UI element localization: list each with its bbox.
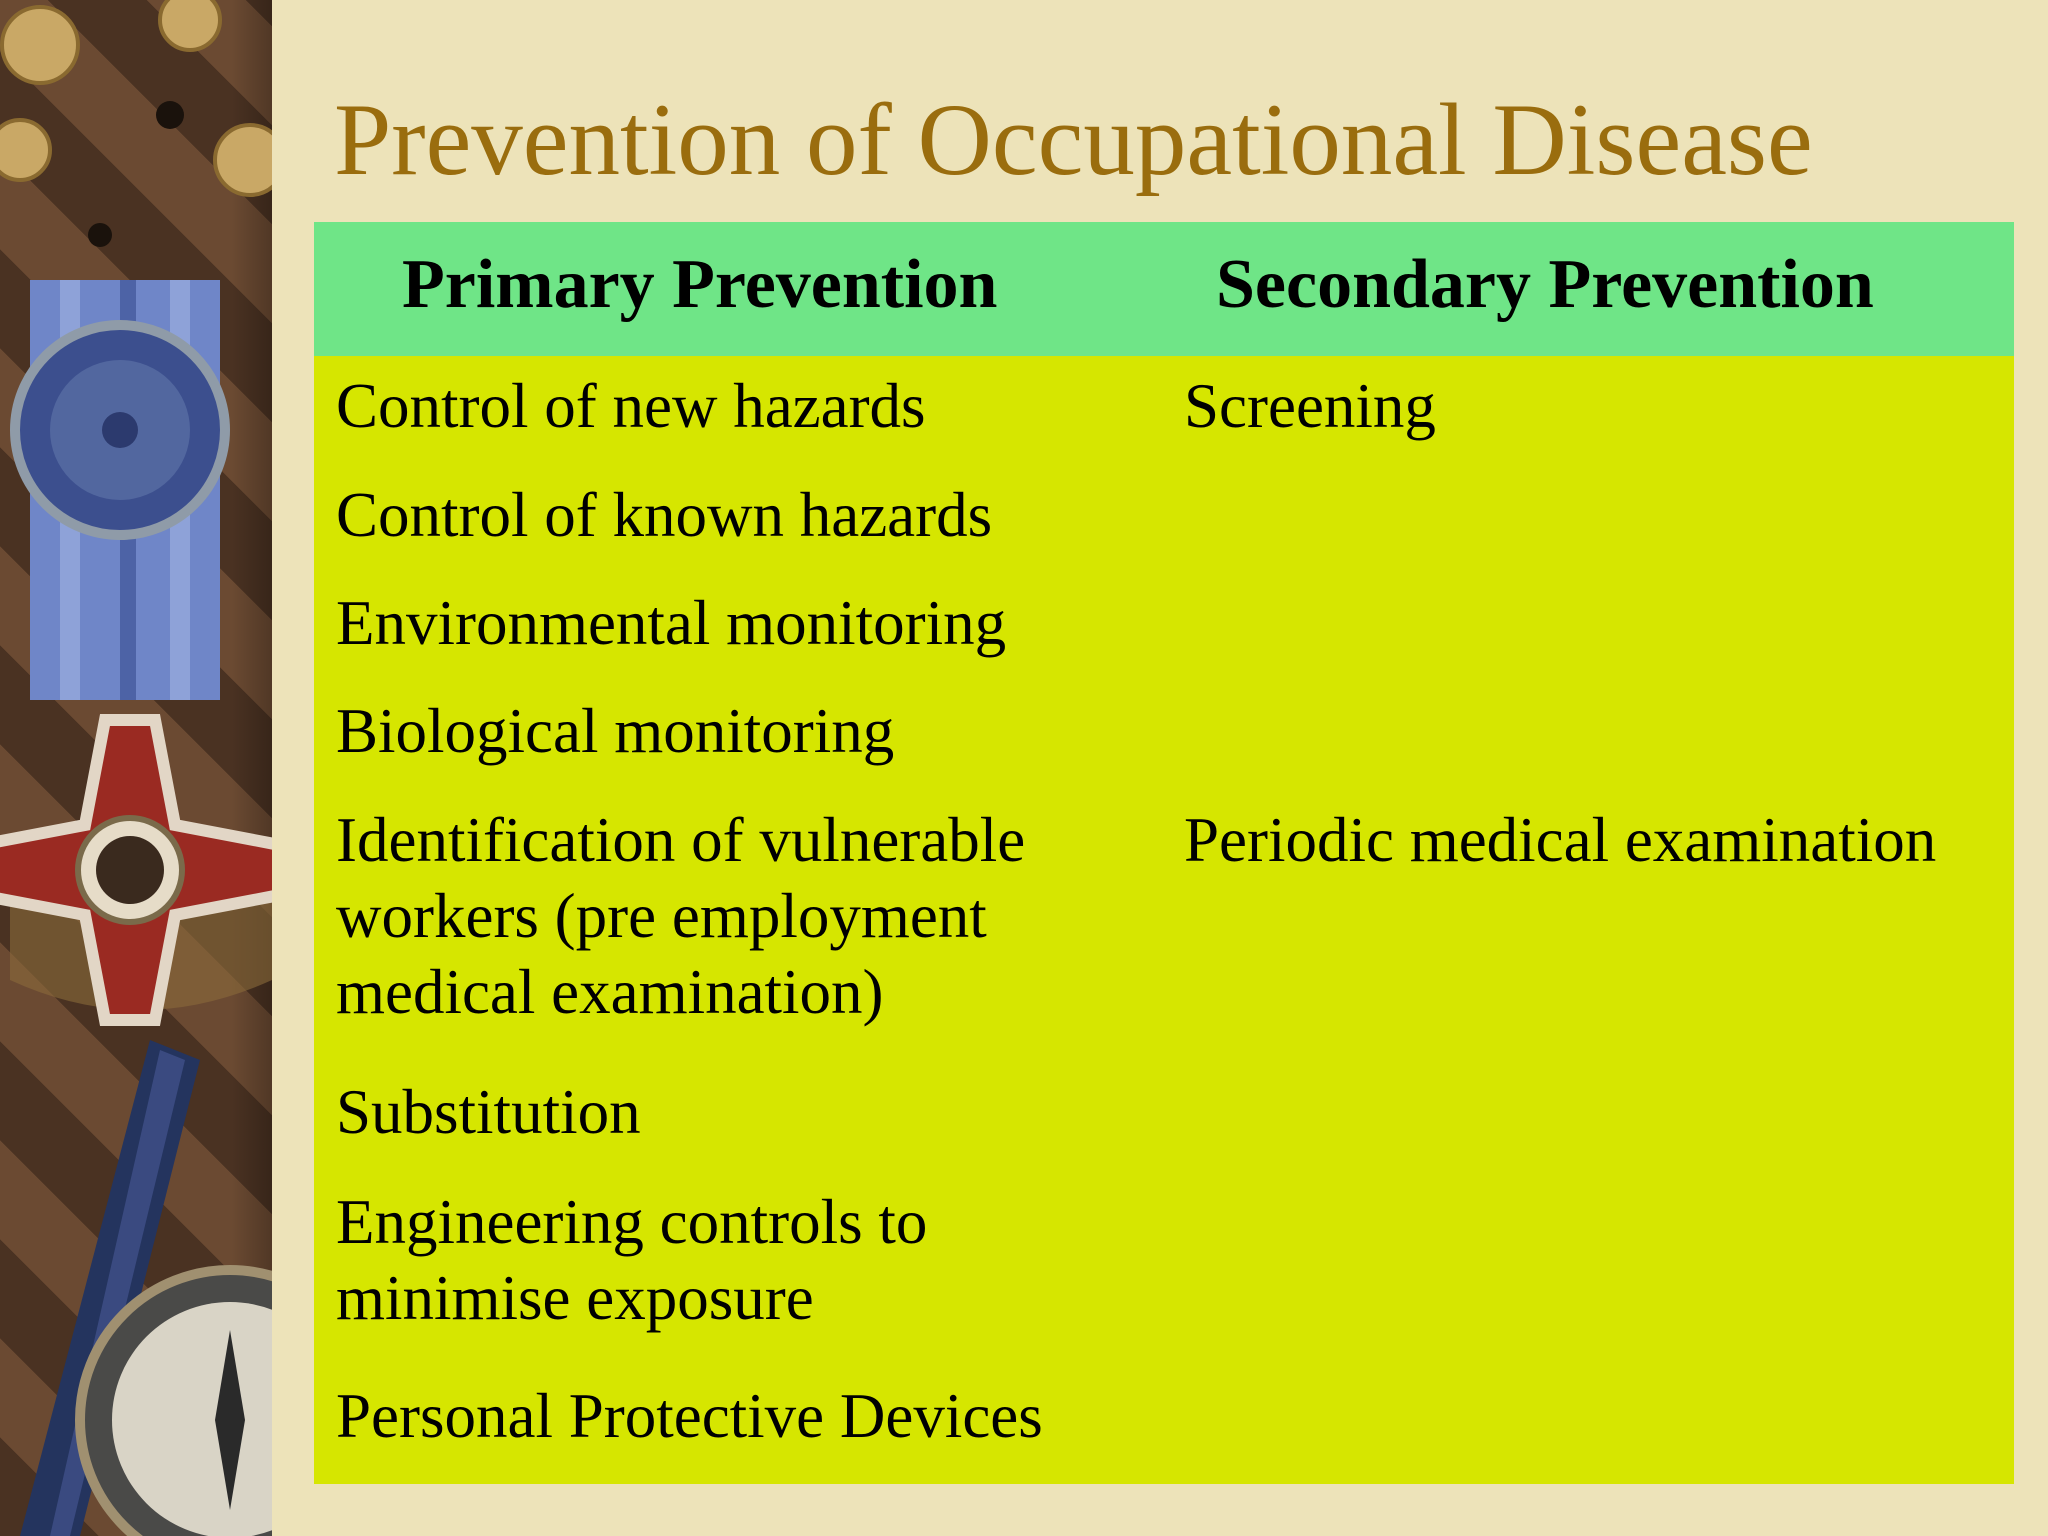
primary-item-environmental-monitoring: Environmental monitoring — [336, 588, 1007, 658]
primary-item-biological-monitoring: Biological monitoring — [336, 696, 895, 766]
column-header-primary: Primary Prevention — [402, 246, 998, 323]
table-header-row — [314, 222, 2014, 356]
primary-item-substitution: Substitution — [336, 1077, 641, 1147]
prevention-table — [314, 222, 2014, 1484]
medal-and-compass-image — [0, 0, 272, 1536]
slide-title: Prevention of Occupational Disease — [334, 83, 1813, 197]
primary-item-new-hazards: Control of new hazards — [336, 371, 926, 441]
primary-item-known-hazards: Control of known hazards — [336, 480, 993, 550]
primary-item-vulnerable-workers: Identification of vulnerable workers (pre employment medical examination) — [336, 805, 1026, 1027]
primary-item-engineering-controls: Engineering controls to minimise exposure — [336, 1187, 928, 1333]
medal-illustration — [0, 0, 272, 1536]
column-header-secondary: Secondary Prevention — [1216, 246, 1874, 323]
secondary-item-screening: Screening — [1184, 371, 1436, 441]
primary-item-protective-devices: Personal Protective Devices — [336, 1381, 1043, 1451]
secondary-item-periodic-examination: Periodic medical examination — [1184, 805, 1937, 875]
